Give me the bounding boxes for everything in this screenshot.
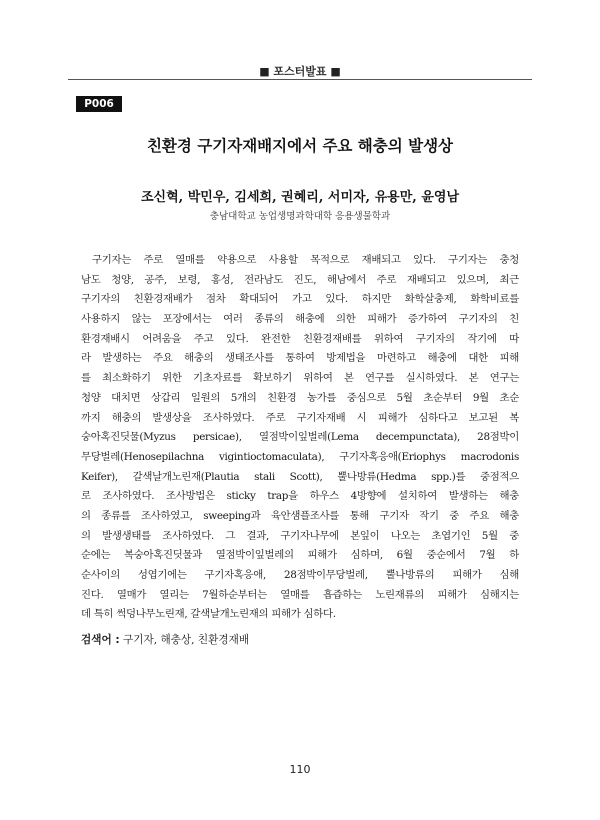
abstract-line: 의 종류를 조사하였고, sweeping과 육안샘플조사를 통해 구기자 작기 중 주요 해충 <box>81 509 519 522</box>
abstract-line: 남도 청양, 공주, 보령, 홍성, 전라남도 진도, 해남에서 주로 재배되고 있으며, 최근 <box>81 273 519 286</box>
author-list: 조신혁, 박민우, 김세희, 권혜리, 서미자, 유용만, 윤영남 <box>140 190 460 205</box>
page-number: 110 <box>289 763 311 776</box>
abstract-line: 까지 해충의 발생상을 조사하였다. 주로 구기자재배 시 피해가 심하다고 보고된 복 <box>81 411 519 424</box>
abstract-line: 데 특히 썩덩나무노린재, 갈색날개노린재의 피해가 심하다. <box>81 608 336 621</box>
affiliation: 충남대학교 농업생명과학대학 응용생물학과 <box>209 211 391 222</box>
poster-id-badge: P006 <box>76 96 122 112</box>
abstract-line: 구기자는 주로 열매를 약용으로 사용할 목적으로 재배되고 있다. 구기자는 충청 <box>92 254 519 266</box>
abstract-line: 환경재배시 어려움을 주고 있다. 완전한 친환경재배를 위하여 구기자의 작기에 따 <box>81 332 519 345</box>
abstract-line: 의 발생생태를 조사하였다. 그 결과, 구기자나무에 본잎이 나오는 초엽기인 5월 중 <box>81 529 519 542</box>
keywords-values: 구기자, 해충상, 친환경재배 <box>123 634 250 646</box>
abstract-line: Keifer), 갈색날개노린재(Plautia stali Scott), 뿔나방류(Hedma spp.)를 중점적으 <box>81 470 519 483</box>
abstract-body <box>81 251 519 625</box>
abstract-line: 사용하지 않는 포장에서는 여러 종류의 해충에 의한 피해가 증가하여 구기자의 친 <box>81 313 519 326</box>
abstract-line: 숭아혹진딧물(Myzus persicae), 열점박이잎벌레(Lema decempunctata), 28점박이 <box>81 431 519 444</box>
abstract-line: 로 조사하였다. 조사방법은 sticky trap을 하우스 4방향에 설치하여 발생하는 해충 <box>81 490 519 503</box>
abstract-line: 를 최소화하기 위한 기초자료를 확보하기 위하여 본 연구를 실시하였다. 본 연구는 <box>81 372 519 385</box>
paper-title: 친환경 구기자재배지에서 주요 해충의 발생상 <box>146 137 454 155</box>
abstract-line: 순사이의 성엽기에는 구기자혹응애, 28점박이무당벌레, 뿔나방류의 피해가 심해 <box>81 569 519 581</box>
header-divider <box>68 79 532 80</box>
section-header: ■ 포스터발표 ■ <box>259 65 341 78</box>
abstract-line: 진다. 열매가 열리는 7월하순부터는 열매를 흡즙하는 노린재류의 피해가 심해지는 <box>81 588 519 601</box>
abstract-line: 순에는 복숭아혹진딧물과 열점박이잎벌레의 피해가 심하며, 6월 중순에서 7월 하 <box>81 549 519 562</box>
abstract-line: 청양 대치면 상갑리 일원의 5개의 친환경 농가를 중심으로 5월 초순부터 9월 초순 <box>81 391 519 404</box>
abstract-line: 구기자의 친환경재배가 점차 확대되어 가고 있다. 하지만 화학살충제, 화학비료를 <box>81 293 519 306</box>
abstract-line: 라 발생하는 주요 해충의 생태조사를 통하여 방제법을 마련하고 해충에 대한 피해 <box>81 352 519 365</box>
abstract-line: 무당벌레(Henosepilachna vigintioctomaculata), 구기자혹응애(Eriophys macrodonis <box>81 450 519 463</box>
keywords <box>81 632 519 648</box>
keywords-label: 검색어 : <box>81 634 120 646</box>
